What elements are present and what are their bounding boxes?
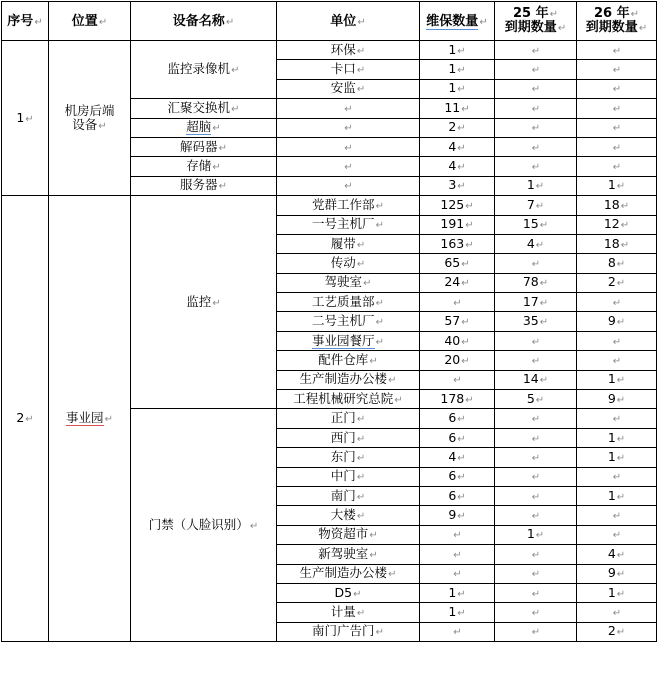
expire-26-cell: 9↵ [577,564,657,583]
header-row [2,2,657,41]
expire-25-cell: 17↵ [495,293,577,312]
unit-cell: 生产制造办公楼↵ [277,564,420,583]
expire-25-cell: ↵ [495,603,577,622]
expire-26-cell: 1↵ [577,428,657,447]
unit-cell: 中门↵ [277,467,420,486]
expire-26-cell: 9↵ [577,390,657,409]
device-name-cell: 汇聚交换机↵ [131,99,277,118]
expire-26-cell: ↵ [577,351,657,370]
unit-cell: 安监↵ [277,79,420,98]
unit-cell: ↵ [277,118,420,137]
maint-count-cell: 6↵ [420,467,495,486]
unit-cell: 二号主机厂↵ [277,312,420,331]
header-seq: 序号↵ [2,2,49,41]
expire-26-cell: 1↵ [577,486,657,505]
expire-25-cell: ↵ [495,254,577,273]
maint-count-cell: 9↵ [420,506,495,525]
maint-count-cell: ↵ [420,564,495,583]
maint-count-cell: 4↵ [420,137,495,156]
unit-cell: 计量↵ [277,603,420,622]
expire-25-cell: ↵ [495,351,577,370]
group-seq-cell: 1↵ [2,41,49,196]
expire-26-cell: 1↵ [577,370,657,389]
unit-cell: ↵ [277,157,420,176]
group-device-cell: 监控录像机↵ [131,41,277,99]
unit-cell: D5↵ [277,583,420,602]
expire-25-cell: ↵ [495,79,577,98]
expire-25-cell: ↵ [495,486,577,505]
expire-25-cell: ↵ [495,545,577,564]
unit-cell: ↵ [277,137,420,156]
expire-26-cell: ↵ [577,157,657,176]
expire-25-cell: ↵ [495,60,577,79]
header-unit: 单位↵ [277,2,420,41]
expire-26-cell: ↵ [577,409,657,428]
header-location: 位置↵ [49,2,131,41]
expire-26-cell: 4↵ [577,545,657,564]
unit-cell: ↵ [277,176,420,195]
expire-25-cell: ↵ [495,622,577,641]
maint-count-cell: 65↵ [420,254,495,273]
maint-count-cell: 11↵ [420,99,495,118]
expire-26-cell: ↵ [577,79,657,98]
unit-cell: 南门广告门↵ [277,622,420,641]
maint-count-cell: 1↵ [420,60,495,79]
expire-25-cell: 7↵ [495,196,577,215]
expire-25-cell: 1↵ [495,176,577,195]
group-device-cell: 门禁（人脸识别）↵ [131,409,277,642]
expire-25-cell: ↵ [495,157,577,176]
maint-count-cell: 6↵ [420,409,495,428]
unit-cell: 配件仓库↵ [277,351,420,370]
unit-cell: 南门↵ [277,486,420,505]
expire-26-cell: ↵ [577,467,657,486]
expire-26-cell: ↵ [577,525,657,544]
device-name-cell: 超脑↵ [131,118,277,137]
expire-25-cell: 5↵ [495,390,577,409]
header-device-name: 设备名称↵ [131,2,277,41]
unit-cell: 党群工作部↵ [277,196,420,215]
maint-count-cell: 125↵ [420,196,495,215]
expire-26-cell: 9↵ [577,312,657,331]
expire-26-cell: ↵ [577,118,657,137]
unit-cell: 履带↵ [277,234,420,253]
expire-25-cell: ↵ [495,409,577,428]
maint-count-cell: 24↵ [420,273,495,292]
unit-cell: 新驾驶室↵ [277,545,420,564]
maint-count-cell: 4↵ [420,448,495,467]
unit-cell: 物资超市↵ [277,525,420,544]
group-location-cell: 机房后端 设备↵ [49,41,131,196]
header-maint-count: 维保数量↵ [420,2,495,41]
expire-25-cell: 4↵ [495,234,577,253]
expire-26-cell: 1↵ [577,448,657,467]
unit-cell: ↵ [277,99,420,118]
expire-25-cell: ↵ [495,137,577,156]
expire-25-cell: ↵ [495,506,577,525]
expire-26-cell: ↵ [577,137,657,156]
expire-26-cell: ↵ [577,41,657,60]
device-name-cell: 存储↵ [131,157,277,176]
expire-26-cell: ↵ [577,506,657,525]
expire-25-cell: 35↵ [495,312,577,331]
unit-cell: 西门↵ [277,428,420,447]
expire-25-cell: ↵ [495,331,577,350]
table-row [2,196,657,215]
expire-26-cell: ↵ [577,331,657,350]
expire-25-cell: ↵ [495,467,577,486]
unit-cell: 卡口↵ [277,60,420,79]
expire-25-cell: 14↵ [495,370,577,389]
maint-count-cell: 178↵ [420,390,495,409]
unit-cell: 正门↵ [277,409,420,428]
expire-26-cell: ↵ [577,60,657,79]
unit-cell: 生产制造办公楼↵ [277,370,420,389]
unit-cell: 大楼↵ [277,506,420,525]
expire-25-cell: ↵ [495,41,577,60]
expire-26-cell: 1↵ [577,176,657,195]
maint-count-cell: 191↵ [420,215,495,234]
expire-26-cell: ↵ [577,293,657,312]
expire-26-cell: 2↵ [577,622,657,641]
header-expire-26: 26 年↵ 到期数量↵ [577,2,657,41]
maint-count-cell: ↵ [420,525,495,544]
expire-26-cell: 8↵ [577,254,657,273]
group-location-cell: 事业园↵ [49,196,131,642]
unit-cell: 一号主机厂↵ [277,215,420,234]
unit-cell: 东门↵ [277,448,420,467]
maint-count-cell: 4↵ [420,157,495,176]
expire-25-cell: 15↵ [495,215,577,234]
maint-count-cell: 40↵ [420,331,495,350]
maint-count-cell: 6↵ [420,428,495,447]
maint-count-cell: 1↵ [420,583,495,602]
group-seq-cell: 2↵ [2,196,49,642]
expire-25-cell: 1↵ [495,525,577,544]
expire-26-cell: ↵ [577,99,657,118]
expire-26-cell: 18↵ [577,196,657,215]
maint-count-cell: 1↵ [420,603,495,622]
maint-count-cell: ↵ [420,622,495,641]
maint-count-cell: 163↵ [420,234,495,253]
expire-26-cell: ↵ [577,603,657,622]
expire-25-cell: 78↵ [495,273,577,292]
expire-25-cell: ↵ [495,448,577,467]
unit-cell: 工程机械研究总院↵ [277,390,420,409]
maint-count-cell: 20↵ [420,351,495,370]
unit-cell: 驾驶室↵ [277,273,420,292]
table-row [2,41,657,60]
maint-count-cell: 57↵ [420,312,495,331]
expire-25-cell: ↵ [495,118,577,137]
expire-25-cell: ↵ [495,428,577,447]
maintenance-table [1,1,657,642]
expire-26-cell: 2↵ [577,273,657,292]
maint-count-cell: ↵ [420,545,495,564]
expire-26-cell: 12↵ [577,215,657,234]
maint-count-cell: 3↵ [420,176,495,195]
unit-cell: 环保↵ [277,41,420,60]
maint-count-cell: 1↵ [420,79,495,98]
unit-cell: 传动↵ [277,254,420,273]
maint-count-cell: 2↵ [420,118,495,137]
expire-25-cell: ↵ [495,583,577,602]
maint-count-cell: 1↵ [420,41,495,60]
expire-26-cell: 1↵ [577,583,657,602]
expire-25-cell: ↵ [495,564,577,583]
header-expire-25: 25 年↵ 到期数量↵ [495,2,577,41]
maint-count-cell: ↵ [420,370,495,389]
expire-26-cell: 18↵ [577,234,657,253]
device-name-cell: 解码器↵ [131,137,277,156]
expire-25-cell: ↵ [495,99,577,118]
unit-cell: 工艺质量部↵ [277,293,420,312]
device-name-cell: 服务器↵ [131,176,277,195]
maint-count-cell: ↵ [420,293,495,312]
unit-cell: 事业园餐厅↵ [277,331,420,350]
group-device-cell: 监控↵ [131,196,277,409]
maint-count-cell: 6↵ [420,486,495,505]
